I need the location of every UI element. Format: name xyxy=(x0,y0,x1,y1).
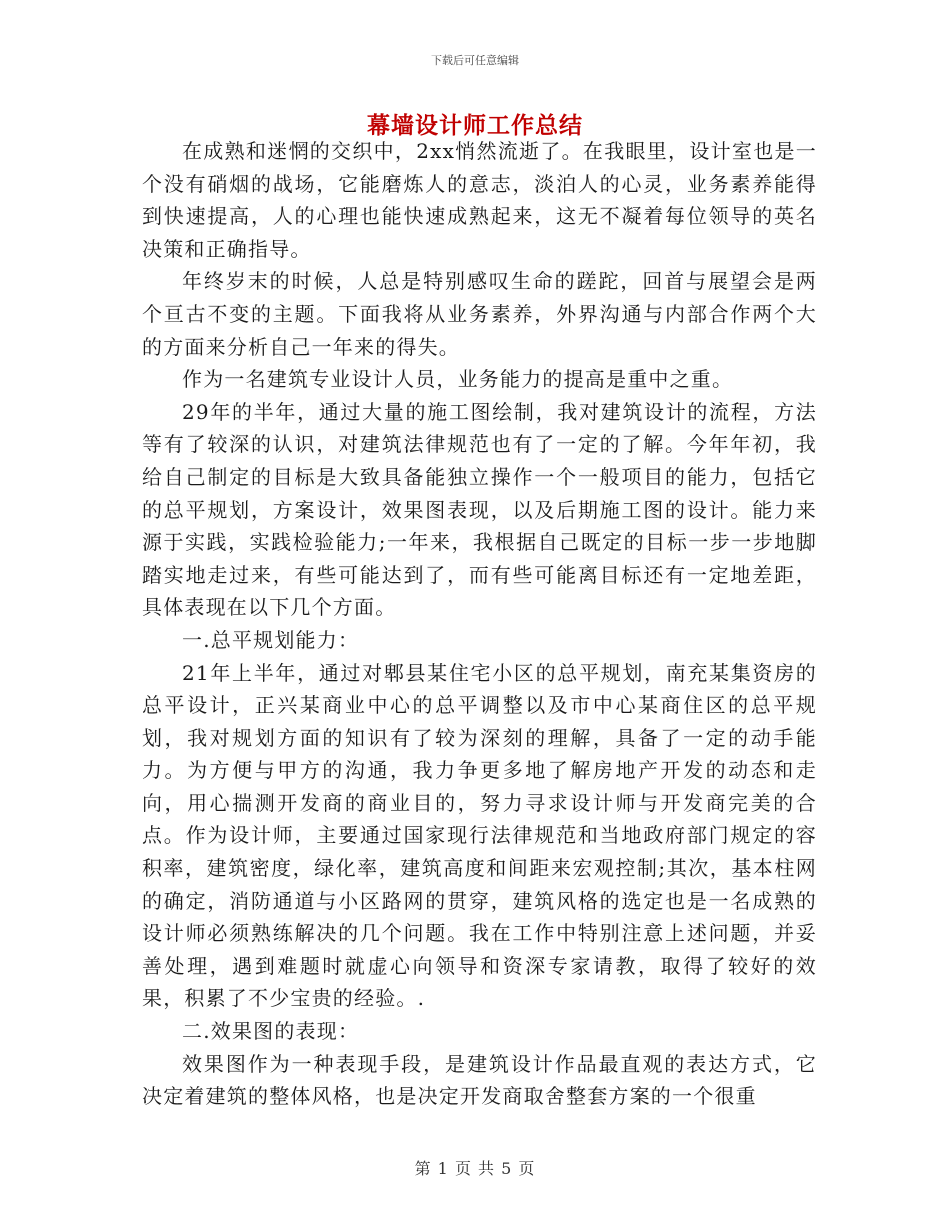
paragraph-rendering: 效果图作为一种表现手段，是建筑设计作品最直观的表达方式，它决定着建筑的整体风格，也是决定开发商取舍整套方案的一个很重 xyxy=(142,1051,817,1109)
paragraph-priority: 作为一名建筑专业设计人员，业务能力的提高是重中之重。 xyxy=(182,367,734,392)
section-heading-rendering: 二.效果图的表现： xyxy=(182,1019,360,1044)
document-title: 幕墙设计师工作总结 xyxy=(367,113,583,139)
page-header-note: 下载后可任意编辑 xyxy=(431,54,519,67)
paragraph-year-end: 年终岁末的时候，人总是特别感叹生命的蹉跎，回首与展望会是两个亘古不变的主题。下面我将从业务素养，外界沟通与内部合作两个大的方面来分析自己一年来的得失。 xyxy=(142,269,817,359)
page-footer-number: 第 1 页 共 5 页 xyxy=(414,1159,536,1178)
paragraph-planning: 21年上半年，通过对郫县某住宅小区的总平规划，南充某集资房的总平设计，正兴某商业中心的总平调整以及市中心某商住区的总平规划，我对规划方面的知识有了较为深刻的理解，具备了一定的动手能力。为方便与甲方的沟通，我力争更多地了解房地产开发的动态和走向，用心揣测开发商的商业目的，努力寻求设计师与开发商完美的合点。作为设计师，主要通过国家现行法律规范和当地政府部门规定的容积率，建筑密度，绿化率，建筑高度和间距来宏观控制;其次，基本柱网的确定，消防通道与小区路网的贯穿，建筑风格的选定也是一名成熟的设计师必须熟练解决的几个问题。我在工作中特别注意上述问题，并妥善处理，遇到难题时就虚心向领导和资深专家请教，取得了较好的效果，积累了不少宝贵的经验。. xyxy=(142,660,817,1011)
document-body xyxy=(142,135,817,1113)
section-heading-planning: 一.总平规划能力： xyxy=(182,627,360,652)
paragraph-intro: 在成熟和迷惘的交织中，2xx悄然流逝了。在我眼里，设计室也是一个没有硝烟的战场，它能磨炼人的意志，淡泊人的心灵，业务素养能得到快速提高，人的心理也能快速成熟起来，这无不凝着每位领导的英名决策和正确指导。 xyxy=(142,139,817,261)
paragraph-goals: 29年的半年，通过大量的施工图绘制，我对建筑设计的流程，方法等有了较深的认识，对建筑法律规范也有了一定的了解。今年年初，我给自己制定的目标是大致具备能独立操作一个一般项目的能力，包括它的总平规划，方案设计，效果图表现，以及后期施工图的设计。能力来源于实践，实践检验能力;一年来，我根据自己既定的目标一步一步地脚踏实地走过来，有些可能达到了，而有些可能离目标还有一定地差距，具体表现在以下几个方面。 xyxy=(142,399,817,620)
